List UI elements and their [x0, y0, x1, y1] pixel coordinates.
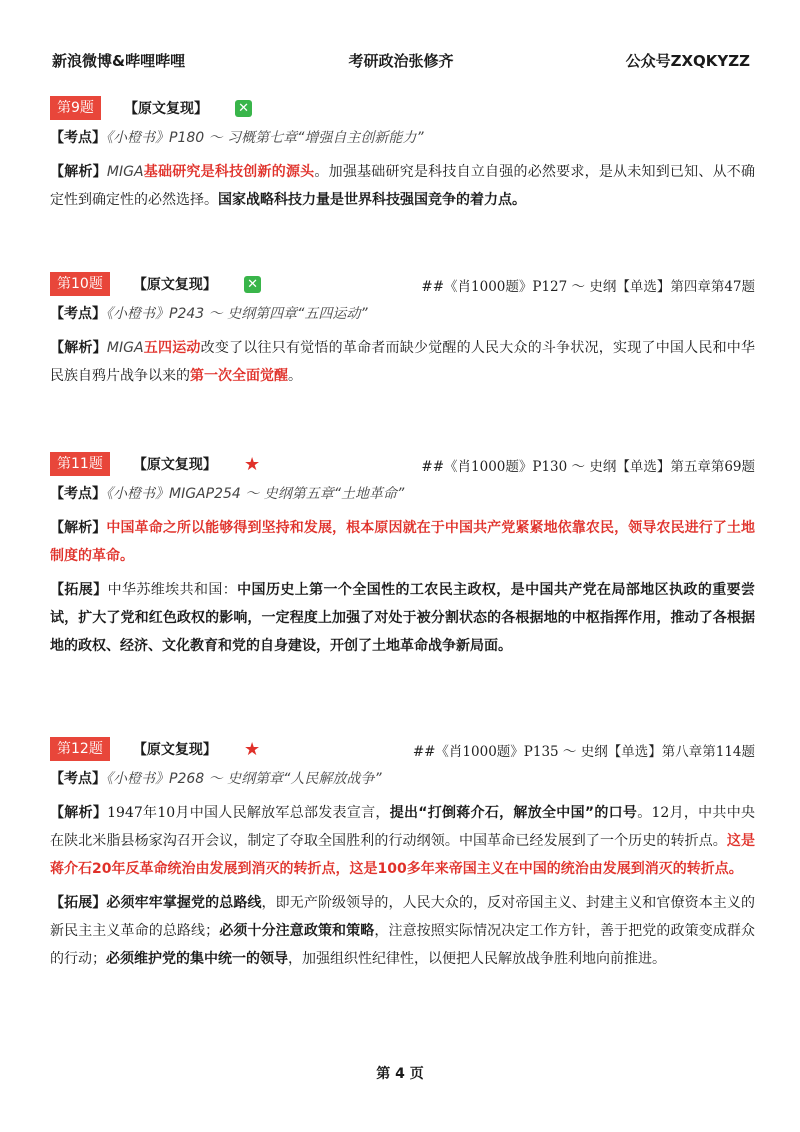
question-12 [50, 737, 755, 973]
analysis-paragraph: 【解析】1947年10月中国人民解放军总部发表宣言，提出“打倒蒋介石，解放全中国”的口号。12月，中共中央在陕北米脂县杨家沟召开会议，制定了夺取全国胜利的行动纲领。中国革命已经发展到了一个历史的转折点。这是蒋介石20年反革命统治由发展到消灭的转折点，这是100多年来帝国主义在中国的统治由发展到消灭的转折点。 [50, 805, 756, 877]
question-10 [50, 272, 755, 390]
analysis-paragraph: 【解析】中国革命之所以能够得到坚持和发展，根本原因就在于中国共产党紧紧地依靠农民，领导农民进行了土地制度的革命。 [50, 520, 756, 564]
source-reference: ##《肖1000题》P130 ～ 史纲【单选】第五章第69题 [421, 459, 755, 475]
source-reference: ##《肖1000题》P135 ～ 史纲【单选】第八章第114题 [412, 744, 755, 760]
question-tag: 第12题 [50, 737, 110, 761]
analysis-paragraph: 【解析】MIGA基础研究是科技创新的源头。加强基础研究是科技自立自强的必然要求，是从未知到已知、从不确定性到确定性的必然选择。国家战略科技力量是世界科技强国竞争的着力点。 [50, 164, 756, 208]
question-9 [50, 96, 755, 214]
page-number: 第 4 页 [376, 1066, 424, 1082]
extension-paragraph: 【拓展】必须牢牢掌握党的总路线，即无产阶级领导的，人民大众的，反对帝国主义、封建主义和官僚资本主义的新民主主义革命的总路线；必须十分注意政策和策略，注意按照实际情况决定工作方针，善于把党的政策变成群众的行动；必须维护党的集中统一的领导，加强组织性纪律性，以便把人民解放战争胜利地向前推进。 [50, 895, 756, 967]
question-tag: 第9题 [50, 96, 101, 120]
header-left: 新浪微博&哔哩哔哩 [52, 52, 186, 70]
original-reproduction-label: 【原文复现】 [124, 101, 209, 117]
original-reproduction-label: 【原文复现】 [132, 742, 217, 758]
header-center: 考研政治张修齐 [348, 52, 454, 70]
question-tag: 第11题 [50, 452, 110, 476]
question-tag: 第10题 [50, 272, 110, 296]
source-reference: ##《肖1000题》P127 ～ 史纲【单选】第四章第47题 [421, 279, 755, 295]
page-header [52, 50, 750, 74]
star-icon: ★ [244, 453, 261, 475]
header-right: 公众号ZXQKYZZ [625, 52, 750, 70]
original-reproduction-label: 【原文复现】 [132, 277, 217, 293]
kaodian-line: 【考点】《小橙书》MIGAP254 ～ 史纲第五章“土地革命” [50, 486, 405, 502]
extension-paragraph: 【拓展】中华苏维埃共和国：中国历史上第一个全国性的工农民主政权，是中国共产党在局部地区执政的重要尝试，扩大了党和红色政权的影响，一定程度上加强了对处于被分割状态的各根据地的中枢指挥作用，推动了各根据地的政权、经济、文化教育和党的自身建设，开创了土地革命战争新局面。 [50, 582, 756, 654]
kaodian-line: 【考点】《小橙书》P243 ～ 史纲第四章“五四运动” [50, 306, 368, 322]
original-reproduction-label: 【原文复现】 [132, 457, 217, 473]
analysis-paragraph: 【解析】MIGA五四运动改变了以往只有觉悟的革命者而缺少觉醒的人民大众的斗争状况，实现了中国人民和中华民族自鸦片战争以来的第一次全面觉醒。 [50, 340, 756, 384]
kaodian-line: 【考点】《小橙书》P180 ～ 习概第七章“增强自主创新能力” [50, 130, 424, 146]
cross-check-icon: ✕ [235, 100, 252, 117]
question-11 [50, 452, 755, 660]
kaodian-line: 【考点】《小橙书》P268 ～ 史纲第章“人民解放战争” [50, 771, 382, 787]
star-icon: ★ [244, 738, 261, 760]
cross-check-icon: ✕ [244, 276, 261, 293]
